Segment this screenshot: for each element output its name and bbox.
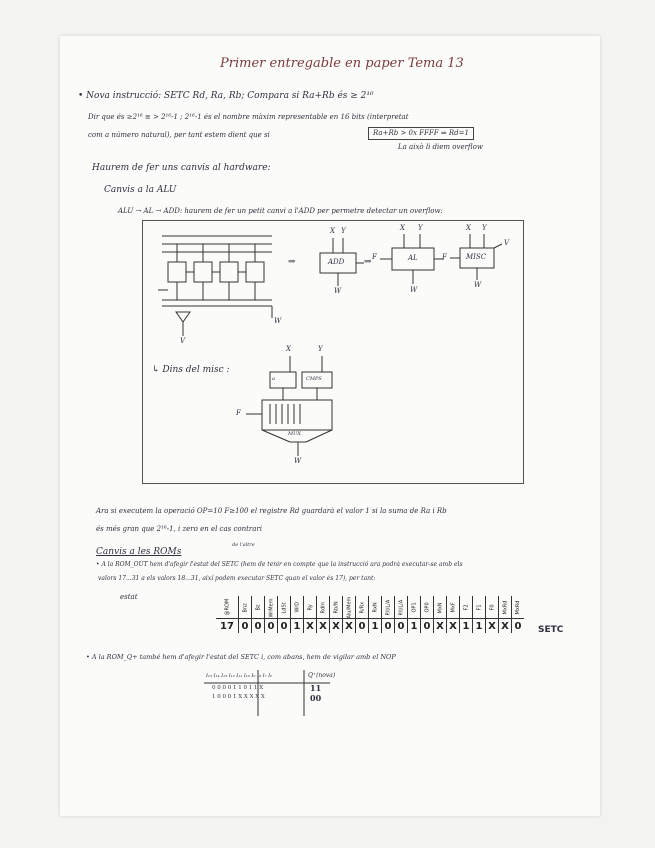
input-y-label: Y (341, 227, 346, 235)
q-table-value: 00 (310, 693, 322, 703)
table-header-cell: F2 (460, 596, 473, 619)
q-table-value: 11 (310, 683, 322, 693)
al-block-label: AL (408, 254, 418, 262)
table-header-cell: RxN (369, 596, 382, 619)
table-header-cell: Bz (252, 596, 265, 619)
q-table-row: 0 0 0 0 1 1 0 1 1 X (212, 685, 264, 691)
table-header-cell: F0 (486, 596, 499, 619)
text-line: com a número natural), per tant estem dient que si (88, 131, 270, 139)
table-cell: X (499, 619, 512, 634)
text-line: és més gran que 2¹⁶-1, i zero en el cas contrari (96, 525, 263, 533)
table-cell: 0 (278, 619, 291, 634)
table-cell: 1 (369, 619, 382, 634)
mux-block-label: MUX (288, 431, 301, 437)
cmp-block-label: CMPS (306, 376, 322, 382)
setc-label: SETC (538, 625, 564, 635)
table-header-cell: Bnz (239, 596, 252, 619)
table-header-cell: LdSt (278, 596, 291, 619)
table-cell: X (317, 619, 330, 634)
table-header-cell: OP1 (408, 596, 421, 619)
dins-misc-label: ↳ Dins del misc : (152, 365, 230, 375)
table-header-cell: WrD (291, 596, 304, 619)
table-header-cell: MxN (434, 596, 447, 619)
table-cell: 1 (473, 619, 486, 634)
table-header-cell: R/Rx (356, 596, 369, 619)
input-x-label: X (286, 345, 291, 353)
table-cell: X (447, 619, 460, 634)
q-table-header-right: Q⁺(nova) (308, 672, 336, 679)
table-header-cell: Alu/Mem (343, 596, 356, 619)
table-cell: 0 (512, 619, 525, 634)
table-header-cell: WrMem (265, 596, 278, 619)
text-line: ALU → AL → ADD: haurem de fer un petit canvi a l'ADD per permetre detectar un overflow: (118, 207, 443, 215)
q-table-row: 1 0 0 0 1 X X X X X (212, 694, 265, 700)
overflow-note: La això li diem overflow (398, 143, 483, 151)
table-header-cell: P/I/L/A (395, 596, 408, 619)
section-heading: Canvis a la ALU (104, 185, 177, 195)
input-f-label: F (372, 253, 377, 261)
table-cell: 0 (421, 619, 434, 634)
text-line: • Nova instrucció: SETC Rd, Ra, Rb; Compara si Ra+Rb és ≥ 2¹⁶ (78, 91, 374, 101)
output-v-label: V (180, 337, 186, 345)
input-x-label: X (466, 224, 471, 232)
text-line: valors 17...31 a els valors 18...31, així podem executar SETC quan el valor és 17), per tant: (98, 575, 376, 582)
page-title: Primer entregable en paper Tema 13 (220, 56, 464, 71)
table-cell: 17 (216, 619, 239, 634)
text-line: • A la ROM_Q+ també hem d'afegir l'estat del SETC i, com abans, hem de vigilar amb el NOP (86, 653, 396, 661)
table-cell: 1 (291, 619, 304, 634)
section-heading: Canvis a les ROMs (96, 547, 182, 557)
output-w-label: W (410, 286, 418, 294)
margin-note: de l'altre (232, 542, 255, 548)
table-cell: 0 (356, 619, 369, 634)
table-cell: 0 (382, 619, 395, 634)
misc-block-label: MISC (466, 253, 487, 261)
table-header-cell: MxF (447, 596, 460, 619)
table-cell: X (304, 619, 317, 634)
input-x-label: X (400, 224, 405, 232)
text-line: • A la ROM_OUT hem d'afegir l'estat del SETC (hem de tenir en compte que la instrucció ara podrà executar-se amb els (96, 561, 463, 568)
text-line: Ara si executem la operació OP=10 F≥100 el registre Rd guardarà el valor 1 si la suma de Ra i Rb (96, 507, 447, 515)
input-f-label: F (236, 409, 241, 417)
table-header-cell: Rb/N (330, 596, 343, 619)
table-header-cell: MxRd (512, 596, 525, 619)
q-table-header-left: I₁₅ I₁₄ I₁₃ I₁₂ I₁₁ I₁₀ I₉ I₈ I₇ I₆ (206, 673, 273, 679)
table-cell: 1 (408, 619, 421, 634)
table-header-cell: P/I/L/A (382, 596, 395, 619)
text-line: Haurem de fer uns canvis al hardware: (92, 163, 271, 173)
table-header-cell: RdIn (317, 596, 330, 619)
table-header-cell: @ROM (224, 599, 231, 616)
text-line: Dir que és ≥2¹⁶ ≡ > 2¹⁶-1 ; 2¹⁶-1 és el nombre màxim representable en 16 bits (interpretat (88, 113, 409, 121)
table-cell: X (330, 619, 343, 634)
estat-note: estat (120, 593, 138, 601)
output-v-label: V (504, 239, 510, 247)
boxed-formula: Ra+Rb > 0x FFFF ⇒ Rd=1 (368, 127, 474, 140)
output-w-label: W (274, 317, 282, 325)
table-cell: 0 (265, 619, 278, 634)
table-cell: X (486, 619, 499, 634)
implies-arrow: ⇒ (364, 257, 372, 267)
implies-arrow: ⇒ (288, 257, 296, 267)
output-w-label: W (474, 281, 482, 289)
output-w-label: W (334, 287, 342, 295)
input-x-label: X (330, 227, 335, 235)
inner-block-label: a (272, 376, 275, 382)
table-header-cell: MxRd (499, 596, 512, 619)
input-y-label: Y (318, 345, 323, 353)
table-header-cell: OP0 (421, 596, 434, 619)
table-cell: 0 (239, 619, 252, 634)
table-cell: X (343, 619, 356, 634)
table-cell: 1 (460, 619, 473, 634)
output-w-label: W (294, 457, 302, 465)
add-block-label: ADD (328, 258, 345, 266)
table-cell: 0 (395, 619, 408, 634)
input-y-label: Y (482, 224, 487, 232)
input-f-label: F (442, 253, 447, 261)
table-cell: 0 (252, 619, 265, 634)
input-y-label: Y (418, 224, 423, 232)
table-cell: X (434, 619, 447, 634)
table-header-cell: Ry (304, 596, 317, 619)
table-header-cell: F1 (473, 596, 486, 619)
